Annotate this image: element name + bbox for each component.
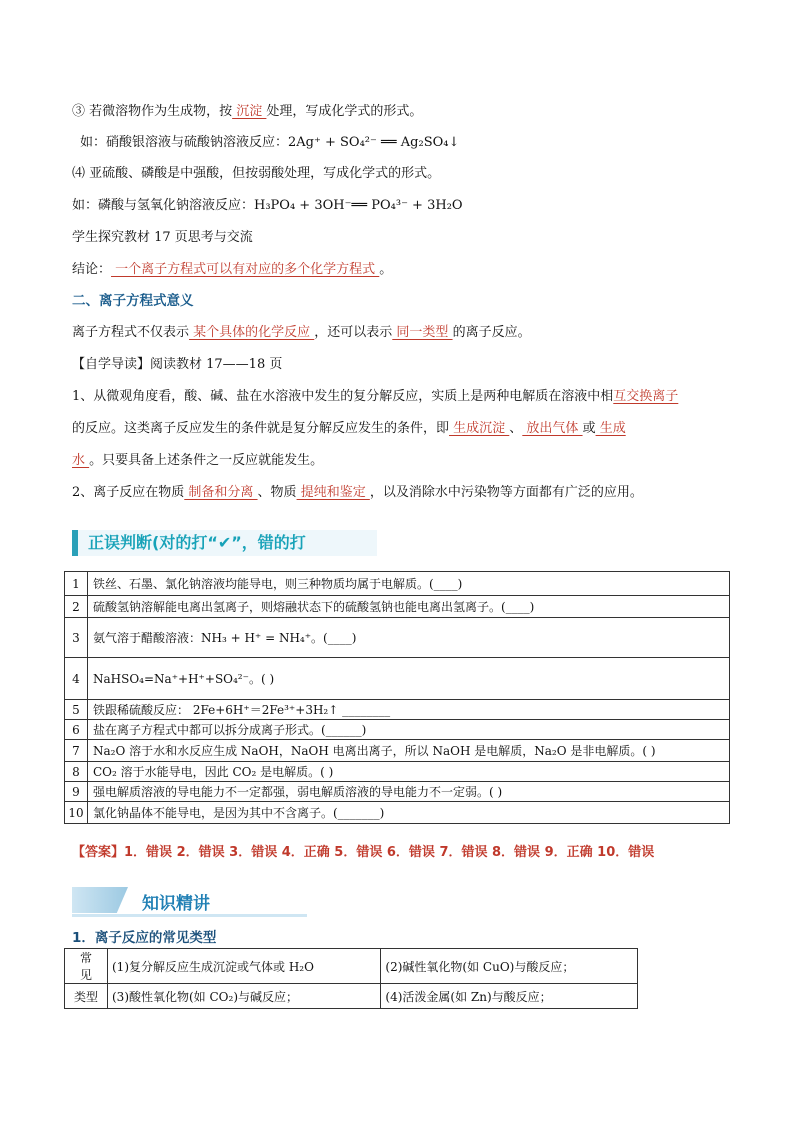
judge-row-statement: 硫酸氢钠溶解能电离出氢离子，则熔融状态下的硫酸氢钠也能电离出氢离子。(____) [88, 596, 730, 618]
rule3-text-end: 处理，写成化学式的形式。 [266, 104, 423, 119]
meaning-blank-1: 某个具体的化学反应 [189, 325, 315, 340]
judge-row-number: 10 [65, 802, 88, 824]
rule3-text: ③ 若微溶物作为生成物，按 [72, 104, 233, 119]
judge-row [65, 572, 730, 596]
judge-row-statement: CO₂ 溶于水能导电，因此 CO₂ 是电解质。( ) [88, 762, 730, 782]
judge-row-statement: 盐在离子方程式中都可以拆分成离子形式。(______) [88, 720, 730, 740]
types-cell-4: (4)活泼金属(如 Zn)与酸反应； [381, 984, 638, 1009]
judge-row-number: 6 [65, 720, 88, 740]
meaning-text-1: 离子方程式不仅表示 [72, 325, 190, 340]
judge-row-statement: NaHSO₄=Na⁺+H⁺+SO₄²⁻。( ) [88, 658, 730, 700]
judge-row-number: 7 [65, 740, 88, 762]
rule3-example: 如：硝酸银溶液与硫酸钠溶液反应：2Ag⁺ + SO₄²⁻ ══ Ag₂SO₄↓ [80, 135, 460, 150]
para2-text-mid: 、物质 [257, 485, 297, 500]
judge-row [65, 762, 730, 782]
rule4-line: ⑷ 亚硫酸、磷酸是中强酸，但按弱酸处理，写成化学式的形式。 [72, 166, 441, 181]
types-cell-3: (3)酸性氧化物(如 CO₂)与碱反应； [108, 984, 381, 1009]
judge-section-title: 正误判断(对的打“✔”，错的打 [72, 530, 377, 556]
para1-sep: 、 [509, 421, 523, 436]
types-table [64, 948, 638, 1009]
rule3-line [72, 103, 422, 121]
judge-row-statement: 强电解质溶液的导电能力不一定都强，弱电解质溶液的导电能力不一定弱。( ) [88, 782, 730, 802]
types-head-1: 常 见 [65, 949, 108, 984]
para1-blank-precipitate: 生成沉淀 [449, 421, 510, 436]
judge-row-number: 3 [65, 618, 88, 658]
rule4-example: 如：磷酸与氢氧化钠溶液反应：H₃PO₄ + 3OH⁻══ PO₄³⁻ + 3H₂O [72, 198, 463, 213]
para1-blank-gas: 放出气体 [522, 421, 583, 436]
banner-underline [72, 914, 307, 917]
judge-row-statement: 氯化钠晶体不能导电，是因为其中不含离子。(_______) [88, 802, 730, 824]
judge-row [65, 740, 730, 762]
para1-line1 [72, 388, 678, 406]
meaning-line [72, 324, 531, 342]
judge-table [64, 571, 730, 824]
conclusion-end: 。 [379, 262, 393, 277]
para1-text: 1、从微观角度看，酸、碱、盐在水溶液中发生的复分解反应，实质上是两种电解质在溶液中相 [72, 389, 614, 404]
judge-row-statement: 氨气溶于醋酸溶液：NH₃ + H⁺ = NH₄⁺。(____) [88, 618, 730, 658]
judge-row-statement: 铁丝、石墨、氯化钠溶液均能导电，则三种物质均属于电解质。(____) [88, 572, 730, 596]
types-title: 1．离子反应的常见类型 [72, 930, 217, 946]
para2-blank-1: 制备和分离 [184, 485, 258, 500]
judge-row-number: 4 [65, 658, 88, 700]
judge-row [65, 618, 730, 658]
answer-text: 1．错误 2．错误 3．错误 4．正确 5．错误 6．错误 7．错误 8．错误 9．正确 10．错误 [124, 845, 655, 860]
conclusion-label: 结论： [72, 262, 112, 277]
para2-blank-2: 提纯和鉴定 [296, 485, 370, 500]
banner-decoration [72, 887, 128, 913]
section2-title: 二、离子方程式意义 [72, 293, 194, 309]
para1-line2 [72, 420, 626, 438]
para1-blank-exchange: 互交换离子 [613, 389, 679, 404]
types-cell-2: (2)碱性氧化物(如 CuO)与酸反应； [381, 949, 638, 984]
knowledge-title: 知识精讲 [142, 894, 210, 914]
judge-row [65, 700, 730, 720]
para1-or: 或 [582, 421, 596, 436]
para1-blank-water: 生成 [595, 421, 626, 436]
meaning-text-2: ，还可以表示 [314, 325, 393, 340]
para1-text-3: 。只要具备上述条件之一反应就能发生。 [89, 453, 324, 468]
judge-row-statement: 铁跟稀硫酸反应： 2Fe+6H⁺＝2Fe³⁺+3H₂↑ ________ [88, 700, 730, 720]
meaning-blank-2: 同一类型 [392, 325, 453, 340]
para2-line [72, 484, 643, 502]
para1-blank-water-cont: 水 [72, 453, 90, 468]
answer-line [72, 841, 654, 860]
conclusion-blank: 一个离子方程式可以有对应的多个化学方程式 [111, 262, 380, 277]
judge-row-number: 8 [65, 762, 88, 782]
para2-text-end: ，以及消除水中污染物等方面都有广泛的应用。 [369, 485, 643, 500]
para1-text-2: 的反应。这类离子反应发生的条件就是复分解反应发生的条件，即 [72, 421, 450, 436]
judge-row-number: 1 [65, 572, 88, 596]
answer-tag: 【答案】 [72, 845, 125, 860]
types-head-2: 类型 [65, 984, 108, 1009]
judge-row [65, 596, 730, 618]
judge-row [65, 782, 730, 802]
judge-row-number: 9 [65, 782, 88, 802]
conclusion-line [72, 261, 392, 279]
para1-line3 [72, 452, 323, 470]
meaning-text-3: 的离子反应。 [452, 325, 531, 340]
para2-text: 2、离子反应在物质 [72, 485, 185, 500]
explore-line: 学生探究教材 17 页思考与交流 [72, 230, 253, 245]
knowledge-banner [72, 887, 307, 917]
judge-row-number: 5 [65, 700, 88, 720]
types-cell-1: (1)复分解反应生成沉淀或气体或 H₂O [108, 949, 381, 984]
judge-row [65, 658, 730, 700]
judge-row-number: 2 [65, 596, 88, 618]
judge-row-statement: Na₂O 溶于水和水反应生成 NaOH，NaOH 电离出离子，所以 NaOH 是电解质，Na₂O 是非电解质。( ) [88, 740, 730, 762]
judge-row [65, 802, 730, 824]
rule3-answer-blank: 沉淀 [232, 104, 267, 119]
judge-row [65, 720, 730, 740]
self-study-guide: 【自学导读】阅读教材 17——18 页 [72, 357, 283, 372]
